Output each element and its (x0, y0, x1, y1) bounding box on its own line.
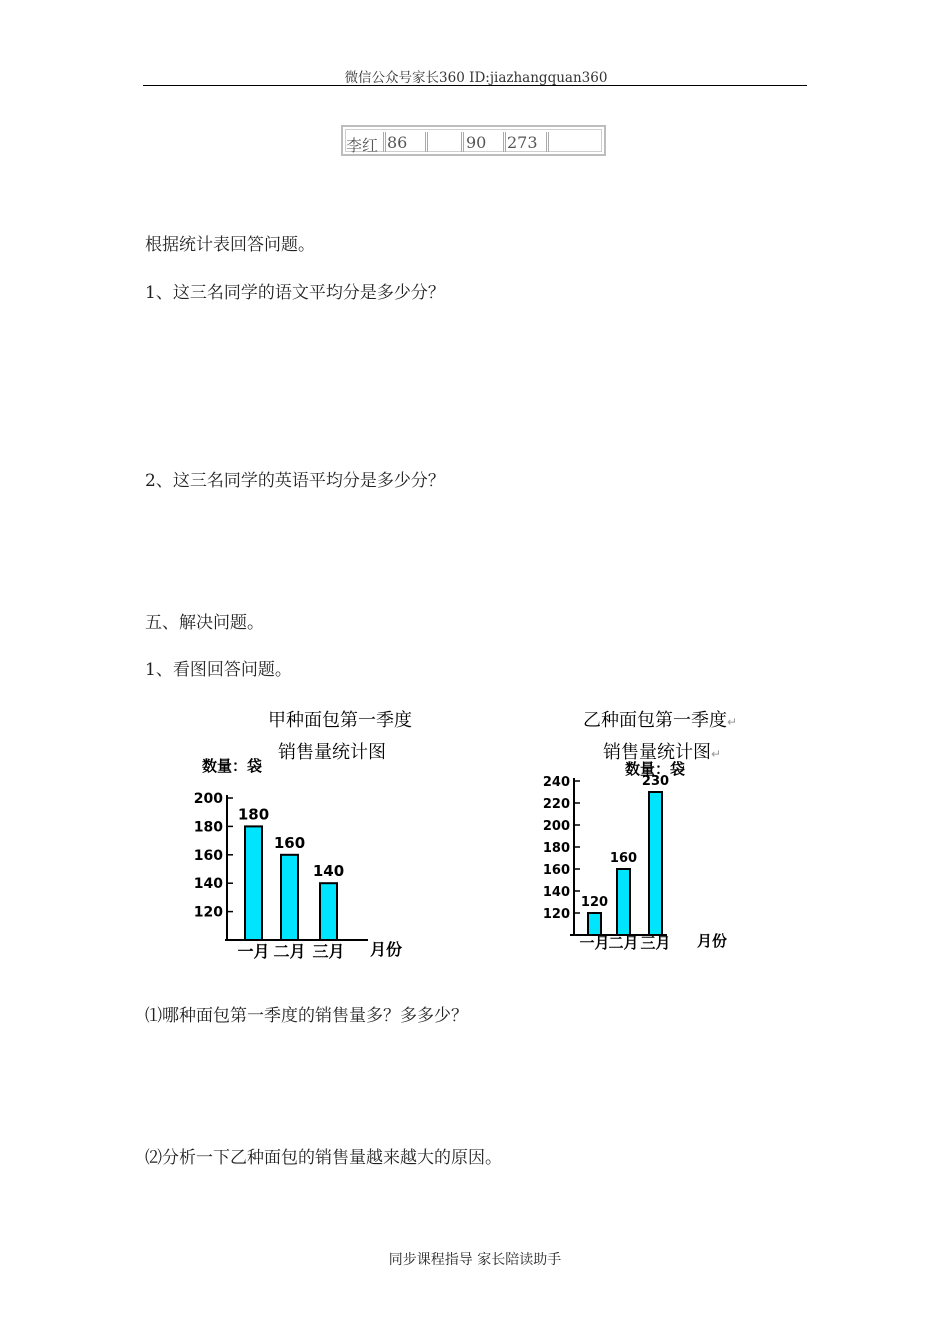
score-table-row (341, 125, 606, 156)
chart-b-category-label: 一月 (579, 934, 610, 952)
cell-name: 李红 (346, 136, 379, 155)
page-header: 微信公众号家长360 ID:jiazhangquan360 (344, 70, 608, 86)
chart-b (535, 758, 750, 958)
chart-a-tick-label: 160 (193, 847, 223, 864)
sub-question-1: ⑴哪种面包第一季度的销售量多？多多少？ (145, 1006, 468, 1026)
chart-a-bar (245, 826, 262, 940)
chart-a-category-label: 三月 (312, 942, 345, 961)
chart-a-tick-label: 200 (193, 791, 223, 807)
chart-a-data-label: 180 (237, 805, 270, 824)
header-rule (143, 85, 807, 86)
chart-a-tick-label: 120 (193, 904, 223, 921)
chart-b-title (583, 706, 737, 732)
chart-a-bar (320, 883, 337, 940)
chart-a-data-label: 160 (273, 833, 306, 852)
paragraph-mark-icon: ↵ (727, 715, 738, 729)
chart-b-tick-label: 140 (542, 885, 570, 900)
chart-b-category-label: 二月 (608, 934, 639, 952)
chart-a-title: 甲种面包第一季度 (268, 710, 412, 731)
cell-divider (425, 132, 428, 152)
chart-a-subtitle: 销售量统计图 (278, 742, 386, 763)
section-5-question-1: 1、看图回答问题。 (145, 660, 292, 680)
chart-a-tick-label: 140 (193, 876, 223, 893)
chart-b-data-label: 160 (609, 851, 638, 866)
chart-b-tick-label: 180 (542, 841, 570, 856)
chart-a-bar (281, 855, 298, 940)
chart-b-tick-label: 120 (542, 907, 570, 922)
cell-divider (383, 132, 386, 152)
chart-a-data-label: 140 (312, 862, 345, 881)
section-5-heading: 五、解决问题。 (145, 613, 264, 633)
cell-chinese: 86 (387, 133, 408, 152)
chart-b-title-text: 乙种面包第一季度 (583, 710, 727, 731)
page-footer: 同步课程指导 家长陪读助手 (388, 1252, 562, 1268)
intro-text: 根据统计表回答问题。 (145, 235, 315, 255)
paragraph-mark-icon: ↵ (711, 747, 722, 761)
chart-b-tick-label: 220 (542, 797, 570, 812)
chart-b-data-label: 120 (580, 895, 609, 910)
cell-english: 90 (466, 133, 487, 152)
chart-b-ylabel: 数量：袋 (625, 760, 686, 778)
chart-b-category-label: 三月 (640, 934, 671, 952)
cell-divider (461, 132, 464, 152)
chart-b-bar (649, 792, 662, 935)
chart-a-xlabel: 月份 (370, 940, 403, 959)
chart-b-xlabel: 月份 (697, 932, 728, 950)
chart-b-bar (617, 869, 630, 935)
chart-a (190, 750, 420, 965)
chart-b-subtitle-text: 销售量统计图 (603, 742, 711, 763)
cell-divider (546, 132, 549, 152)
chart-b-bar (588, 913, 601, 935)
chart-a-ylabel: 数量：袋 (202, 757, 263, 775)
chart-b-data-label: 230 (641, 774, 670, 789)
chart-a-category-label: 一月 (237, 942, 270, 961)
chart-a-category-label: 二月 (273, 942, 306, 961)
question-1: 1、这三名同学的语文平均分是多少分？ (145, 283, 445, 303)
chart-b-tick-label: 240 (542, 775, 570, 790)
chart-b-tick-label: 200 (542, 819, 570, 834)
question-2: 2、这三名同学的英语平均分是多少分？ (145, 471, 445, 491)
cell-total: 273 (507, 133, 538, 152)
chart-b-tick-label: 160 (542, 863, 570, 878)
chart-a-tick-label: 180 (193, 819, 223, 836)
cell-divider (503, 132, 506, 152)
sub-question-2: ⑵分析一下乙种面包的销售量越来越大的原因。 (145, 1148, 502, 1168)
